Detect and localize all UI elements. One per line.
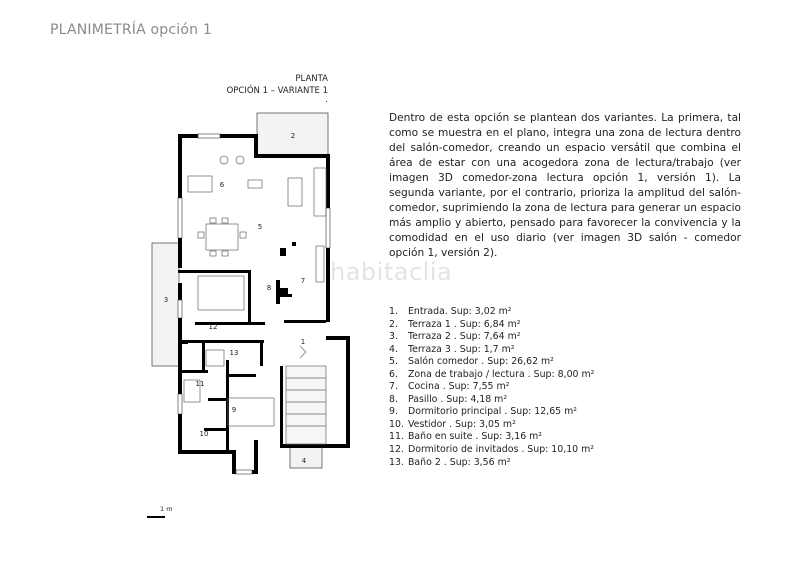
desk: [188, 176, 212, 192]
bed-guest: [198, 276, 244, 310]
room-number-2: 2: [290, 132, 296, 140]
terrace-2-area: [152, 243, 179, 366]
room-number-11: 11: [195, 380, 205, 388]
room-number-10: 10: [199, 430, 209, 438]
bath-2: [206, 350, 224, 366]
room-number-4: 4: [301, 457, 307, 465]
entry-arrow: [300, 346, 306, 358]
kitchen-counter: [316, 246, 324, 282]
legend-item: 3. Terraza 2 . Sup: 7,64 m²: [389, 331, 521, 343]
room-number-13: 13: [229, 349, 239, 357]
dining-table: [206, 224, 238, 250]
watermark-logo: habitaclia: [330, 258, 453, 286]
scale-label: 1 m: [160, 505, 173, 513]
legend-item: 12. Dormitorio de invitados . Sup: 10,10 m²: [389, 444, 594, 456]
page-title: PLANIMETRÍA opción 1: [50, 22, 212, 38]
floor-plan: [140, 108, 370, 478]
legend-item: 8. Pasillo . Sup: 4,18 m²: [389, 393, 508, 405]
room-number-12: 12: [208, 323, 218, 331]
legend-item: 9. Dormitorio principal . Sup: 12,65 m²: [389, 406, 578, 418]
legend-item: 10. Vestidor . Sup: 3,05 m²: [389, 418, 516, 430]
plan-caption-title: PLANTA: [295, 74, 328, 84]
legend-item: 11. Baño en suite . Sup: 3,16 m²: [389, 431, 543, 443]
legend-item: 7. Cocina . Sup: 7,55 m²: [389, 381, 510, 393]
plan-caption: [227, 73, 328, 103]
room-number-5: 5: [257, 223, 263, 231]
plan-caption-subtitle: OPCIÓN 1 – VARIANTE 1: [226, 86, 328, 96]
sofa: [314, 168, 326, 216]
scale-line: [147, 516, 165, 518]
room-number-3: 3: [163, 296, 169, 304]
armchair: [248, 180, 262, 188]
lamp: [220, 156, 228, 164]
legend-item: 13. Baño 2 . Sup: 3,56 m²: [389, 456, 511, 468]
legend-item: 2. Terraza 1 . Sup: 6,84 m²: [389, 318, 521, 330]
room-number-1: 1: [300, 338, 306, 346]
tv-unit: [288, 178, 302, 206]
room-number-9: 9: [231, 406, 237, 414]
plan-caption-dot: .: [325, 95, 328, 105]
appliances: [280, 242, 296, 296]
legend-item: 1. Entrada. Sup: 3,02 m²: [389, 306, 512, 317]
room-number-7: 7: [300, 277, 306, 285]
furniture: [184, 156, 326, 444]
legend-item: 6. Zona de trabajo / lectura . Sup: 8,00 m²: [389, 368, 595, 380]
description-text: Dentro de esta opción se plantean dos variantes. La primera, tal como se muestra en el plano, integra una zona de lectura dentro del salón-comedor, creando un espacio versátil que combina el área de estar con una acogedora zona de lectura/trabajo (ver imagen 3D comedor-zona lectura opción 1, versión 1). La segunda variante, por el contrario, prioriza la amplitud del salón-comedor, suprimiendo la zona de lectura para generar un espacio más amplio y abierto, pensado para favorecer la convivencia y la comodidad en el uso diario (ver imagen 3D salón - comedor opción 1, versión 2).: [389, 112, 741, 259]
legend-item: 5. Salón comedor . Sup: 26,62 m²: [389, 356, 554, 368]
room-number-8: 8: [266, 284, 272, 292]
room-legend: [389, 306, 594, 469]
room-number-6: 6: [219, 181, 225, 189]
legend-item: 4. Terraza 3 . Sup: 1,7 m²: [389, 343, 515, 355]
